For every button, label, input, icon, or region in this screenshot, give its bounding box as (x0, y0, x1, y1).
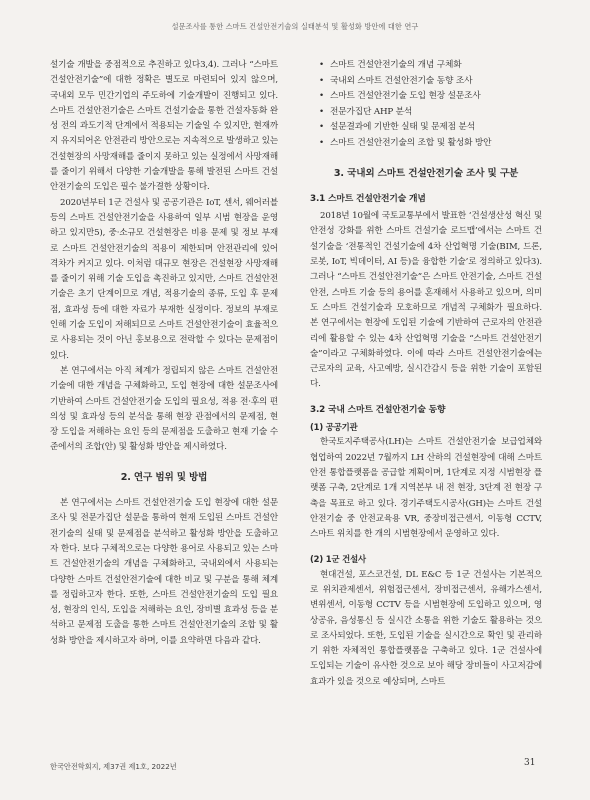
bullet-list (310, 58, 542, 152)
list-item: • 전문가집단 AHP 분석 (330, 105, 542, 121)
left-column (50, 58, 278, 649)
list-item: • 스마트 건설안전기술의 개념 구체화 (330, 58, 542, 74)
section-heading: 3. 국내외 스마트 건설안전기술 조사 및 구분 (333, 167, 519, 179)
paragraph: 2020년부터 1군 건설사 및 공공기관은 IoT, 센서, 웨어러블 등의 스마트 건설안전기술을 사용하여 일부 시범 현장을 운영하고 있지만5), 중·소규모 건설현장은 비용 문제 및 정보 부재로 스마트 건설안전기술의 적용이 제한되며 안전관리에 있어 격차가 커지고 있다. 이처럼 대규모 현장은 건설현장 사망재해를 줄이기 위해 기술 도입을 촉진하고 있지만, 스마트 건설안전기술은 초기 단계이므로 개념, 적용기술의 종류, 도입 후 문제점, 효과성 등에 대한 자료가 부재한 실정이다. 정보의 부재로 인해 기술 도입이 저해되므로 스마트 건설안전기술이 효율적으로 사용되는 것이 아닌 홍보용으로 전락할 수 있다는 문제점이 있다. (50, 197, 278, 361)
section-heading: 2. 연구 범위 및 방법 (120, 471, 208, 483)
paragraph: 2018년 10월에 국토교통부에서 발표한 ‘건설생산성 혁신 및 안전성 강화를 위한 스마트 건설기술 로드맵’에서는 스마트 건설기술을 ‘전통적인 건설기술에 4차 산업혁명 기술(BIM, 드론, 로봇, IoT, 빅데이터, AI 등)을 융합한 기술’로 정의하고 있다3). 그러나 “스마트 건설안전기술”은 스마트 안전기술, 스마트 건설안전, 스마트 기술 등의 용어를 혼재해서 사용하고 있으며, 의미도 스마트 건설기술과 모호하므로 개념적 구체화가 필요하다. 본 연구에서는 현장에 도입된 기술에 기반하여 근로자의 안전관리에 활용할 수 있는 4차 산업혁명 기술을 “스마트 건설안전기술”이라고 구체화하였다. 이에 따라 스마트 건설안전기술에는 근로자의 교육, 사고예방, 실시간감시 등을 위한 기술이 포함된다. (310, 211, 542, 390)
list-item: • 설문결과에 기반한 실태 및 문제점 분석 (330, 120, 542, 136)
running-header: 설문조사를 통한 스마트 건설안전기술의 실태분석 및 활성화 방안에 대한 연구 (171, 22, 419, 31)
paragraph: 본 연구에서는 스마트 건설안전기술 도입 현장에 대한 설문조사 및 전문가집단 설문을 통하여 현재 도입된 스마트 건설안전기술의 실태 및 문제점을 분석하고 활성화 방안을 도출하고자 한다. 보다 구체적으로는 다양한 용어로 사용되고 있는 스마트 건설안전기술의 개념을 구체화하고, 국내외에서 사용되는 다양한 스마트 건설안전기술에 대한 비교 및 구분을 통해 체계를 정립하고자 한다. 또한, 스마트 건설안전기술의 도입 필요성, 현장의 인식, 도입을 저해하는 요인, 장비별 효과성 등을 분석하고 문제점 도출을 통한 스마트 건설안전기술의 조합 및 활성화 방안을 제시하고자 하며, 이를 요약하면 다음과 같다. (50, 498, 278, 646)
subsubsection-heading: (1) 공공기관 (310, 422, 358, 433)
subsubsection-heading: (2) 1군 건설사 (310, 554, 367, 565)
list-item: • 스마트 건설안전기술 도입 현장 설문조사 (330, 89, 542, 105)
page-number: 31 (524, 758, 536, 768)
paragraph: 설기술 개발을 중점적으로 추진하고 있다3,4). 그러나 “스마트 건설안전기술”에 대한 정확은 별도로 마련되어 있지 않으며, 국내외 모두 민간기업의 주도하에 기술개발이 진행되고 있다. 스마트 건설안전기술은 스마트 건설기술을 통한 건설자동화 완성 전의 과도기적 단계에서 적용되는 기술일 수 있지만, 현재까지 유지되어온 안전관리 방안으로는 지속적으로 발생하고 있는 건설현장의 사망재해를 줄이지 못하고 있는 실정에서 사망재해를 줄이기 위해서 다양한 기술개발을 통해 발전된 스마트 건설안전기술의 도입은 필수 불가결한 상황이다. (50, 60, 278, 193)
journal-citation: 한국안전학회지, 제37권 제1호, 2022년 (50, 762, 177, 771)
list-item: • 스마트 건설안전기술의 조합 및 활성화 방안 (330, 136, 542, 152)
list-item: • 국내외 스마트 건설안전기술 동향 조사 (330, 74, 542, 90)
right-column (310, 58, 542, 690)
paragraph: 현대건설, 포스코건설, DL E&C 등 1군 건설사는 기본적으로 위치관제센서, 위험접근센서, 장비접근센서, 유해가스센서, 변위센서, 이동형 CCTV 등을 시범현장에 도입하고 있으며, 영상공유, 음성통신 등 실시간 소통을 위한 기술도 활용하는 것으로 조사되었다. 또한, 도입된 기술을 실시간으로 확인 및 관리하기 위한 자체적인 통합플랫폼을 구축하고 있다. 1군 건설사에 도입되는 기술이 유사한 것으로 보아 해당 장비들이 사고저감에 효과가 있을 것으로 예상되며, 스마트 (310, 569, 542, 687)
subsection-heading: 3.2 국내 스마트 건설안전기술 동향 (310, 404, 446, 415)
subsection-heading: 3.1 스마트 건설안전기술 개념 (310, 193, 426, 204)
paragraph: 한국토지주택공사(LH)는 스마트 건설안전기술 보급업체와 협업하여 2022년 7월까지 LH 산하의 건설현장에 대해 스마트 안전 통합플랫폼을 공급할 계획이며, 1단계로 지정 시범현장 플랫폼 구축, 2단계로 1개 지역본부 내 전 현장, 3단계 전 현장 구축을 목표로 하고 있다. 경기주택도시공사(GH)는 스마트 건설안전기술 중 안전교육용 VR, 중장비접근센서, 이동형 CCTV, 스마트 위치를 한 개의 시범현장에서 운영하고 있다. (310, 437, 542, 540)
paragraph: 본 연구에서는 아직 체계가 정립되지 않은 스마트 건설안전기술에 대한 개념을 구체화하고, 도입 현장에 대한 설문조사에 기반하여 스마트 건설안전기술 도입의 필요성, 적용 전·후의 편의성 및 효과성 등의 분석을 통해 현장 관점에서의 문제점, 현장 도입을 저해하는 요인 등의 문제점을 도출하고 현재 기술 수준에서의 조합(안) 및 활성화 방안을 제시하였다. (50, 365, 278, 453)
